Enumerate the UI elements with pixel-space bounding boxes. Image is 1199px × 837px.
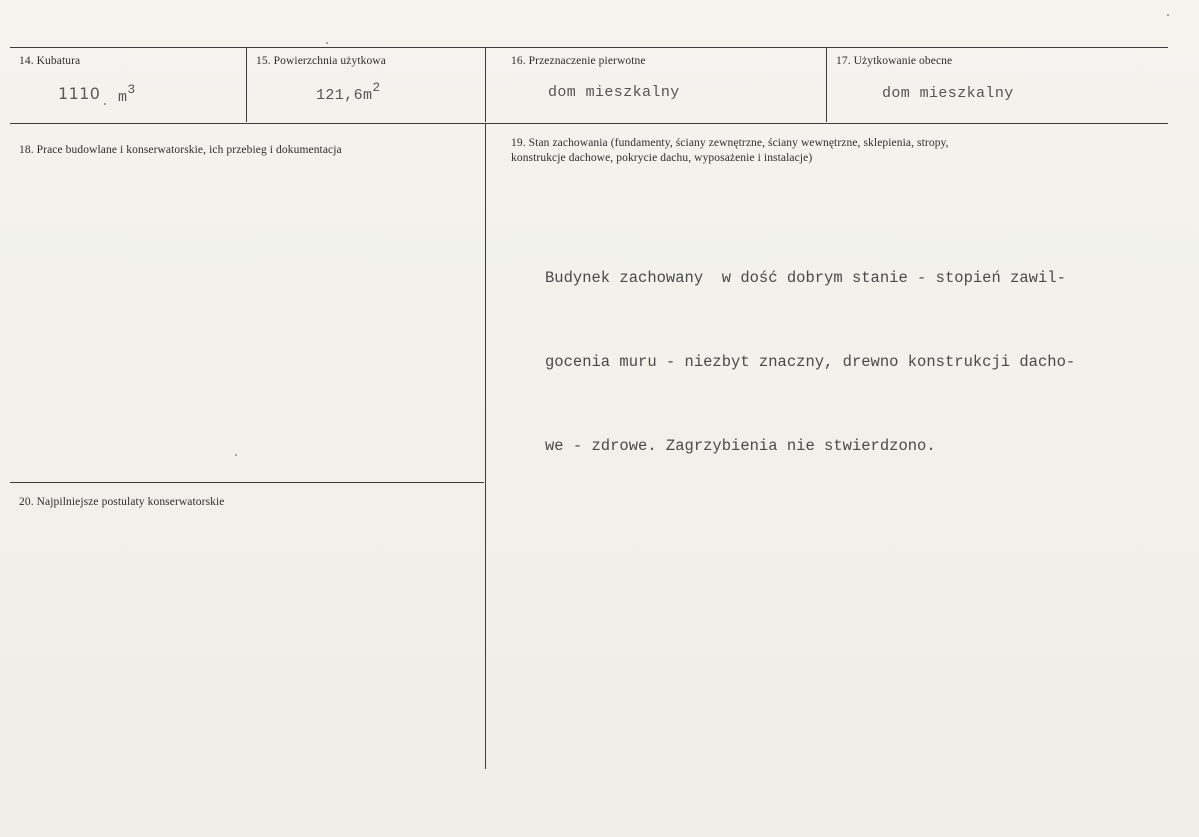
divider-16-17 bbox=[826, 48, 827, 122]
paper-speck bbox=[326, 42, 328, 44]
kubatura-value bbox=[58, 84, 100, 103]
divider-14-15 bbox=[246, 48, 247, 122]
stan-zachowania-label-line2: konstrukcje dachowe, pokrycie dachu, wyposażenie i instalacje) bbox=[511, 152, 813, 164]
powierzchnia-value bbox=[316, 82, 381, 104]
kubatura-unit-exponent: 3 bbox=[127, 82, 136, 97]
divider-15-16 bbox=[485, 48, 486, 122]
stan-zachowania-text-line3: we - zdrowe. Zagrzybienia nie stwierdzono. bbox=[545, 437, 936, 455]
divider-main-column bbox=[485, 124, 486, 769]
paper-speck bbox=[235, 454, 237, 456]
stan-zachowania-label-line1: 19. Stan zachowania (fundamenty, ściany zewnętrzne, ściany wewnętrzne, sklepienia, stropy, bbox=[511, 137, 949, 149]
kubatura-unit bbox=[118, 84, 136, 106]
row-divider-upper bbox=[10, 123, 1168, 124]
przeznaczenie-label: 16. Przeznaczenie pierwotne bbox=[511, 55, 646, 67]
powierzchnia-number: 121,6m bbox=[316, 87, 373, 104]
uzytkowanie-label: 17. Użytkowanie obecne bbox=[836, 55, 953, 67]
kubatura-unit-base: m bbox=[118, 89, 128, 106]
powierzchnia-label: 15. Powierzchnia użytkowa bbox=[256, 55, 386, 67]
row-divider-lower bbox=[10, 482, 484, 483]
paper-speck bbox=[104, 103, 106, 105]
przeznaczenie-value: dom mieszkalny bbox=[548, 84, 680, 101]
stan-zachowania-text-line1: Budynek zachowany w dość dobrym stanie - stopień zawil- bbox=[545, 269, 1066, 287]
stan-zachowania-text-line2: gocenia muru - niezbyt znaczny, drewno konstrukcji dacho- bbox=[545, 353, 1076, 371]
powierzchnia-exponent: 2 bbox=[372, 80, 381, 95]
paper-speck bbox=[1167, 14, 1169, 16]
prace-budowlane-label: 18. Prace budowlane i konserwatorskie, ich przebieg i dokumentacja bbox=[19, 144, 342, 156]
kubatura-number: 1110 bbox=[58, 84, 101, 103]
uzytkowanie-value: dom mieszkalny bbox=[882, 85, 1014, 102]
kubatura-label: 14. Kubatura bbox=[19, 55, 81, 67]
stan-zachowania-text bbox=[545, 208, 1165, 516]
top-rule bbox=[10, 47, 1168, 48]
postulaty-label: 20. Najpilniejsze postulaty konserwatorskie bbox=[19, 496, 225, 508]
